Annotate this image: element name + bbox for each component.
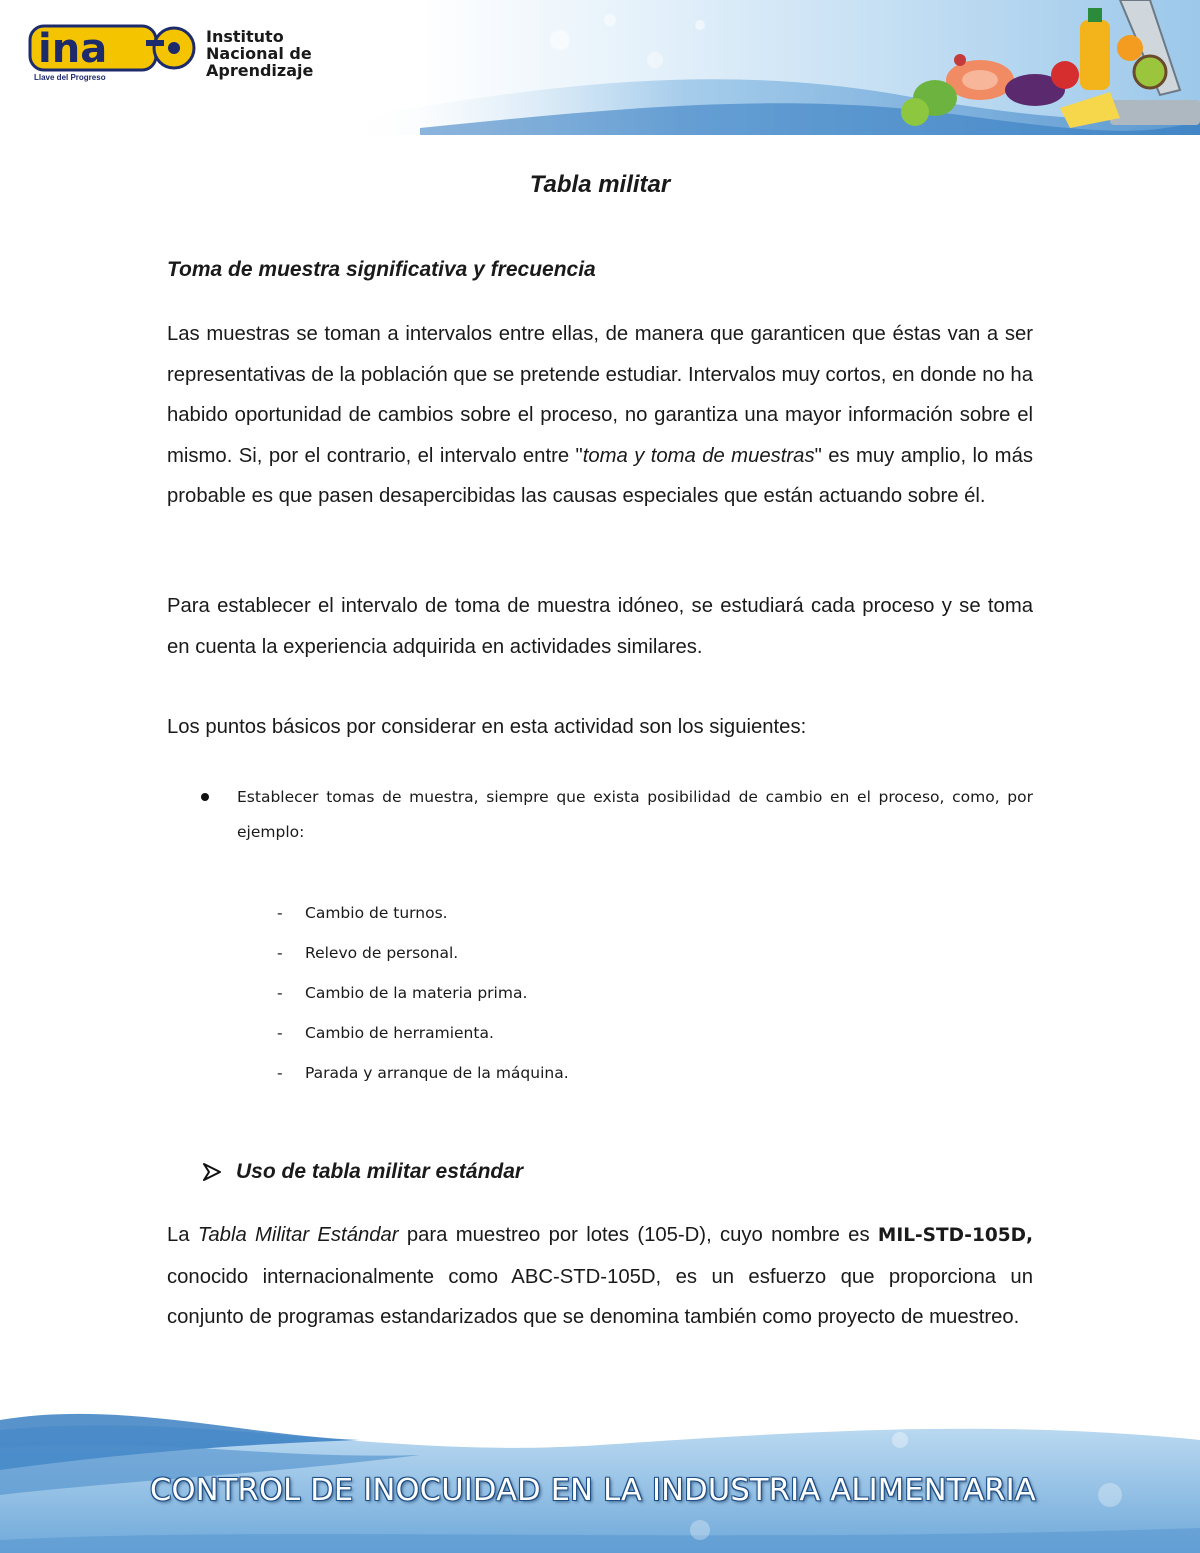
- orange-shape: [1117, 35, 1143, 61]
- page-header: [0, 0, 1200, 135]
- paragraph-bold-text: MIL-STD-105D,: [877, 1225, 1033, 1246]
- paragraph-mil-std: [167, 1215, 1033, 1338]
- list-item-text: Cambio de herramienta.: [305, 1024, 494, 1042]
- paragraph-text: conocido internacionalmente como ABC-STD-105D, es un esfuerzo que proporciona un conjunto de programas estandarizados que se denomina también como proyecto de muestreo.: [167, 1265, 1033, 1328]
- section-heading-sampling: Toma de muestra significativa y frecuencia: [167, 258, 596, 281]
- list-item-text: Relevo de personal.: [305, 944, 459, 962]
- dash-marker: -: [277, 904, 283, 922]
- list-item: [277, 893, 569, 933]
- paragraph-text: " es muy amplio, lo más probable es que pasen desapercibidas las causas especiales que están actuando sobre él.: [167, 444, 1033, 507]
- section-heading-text: Uso de tabla militar estándar: [236, 1160, 524, 1183]
- page-footer: [0, 1400, 1200, 1553]
- kiwi-shape: [1134, 56, 1166, 88]
- paragraph-sampling-intervals: [167, 314, 1033, 517]
- footer-course-title: CONTROL DE INOCUIDAD EN LA INDUSTRIA ALIMENTARIA: [150, 1473, 1036, 1508]
- dash-marker: -: [277, 1064, 283, 1082]
- logo-name-line: Aprendizaje: [206, 61, 314, 80]
- dash-marker: -: [277, 984, 283, 1002]
- change-examples-list: [277, 893, 569, 1093]
- logo-name-line: Instituto: [206, 27, 284, 46]
- bullet-item: [197, 780, 1033, 850]
- paragraph-text: para muestreo por lotes (105-D), cuyo nombre es: [398, 1224, 878, 1246]
- food-and-lab-illustration: [680, 0, 1200, 135]
- paragraph-basic-points: Los puntos básicos por considerar en esta actividad son los siguientes:: [167, 716, 807, 738]
- logo-institution-name: [206, 28, 313, 79]
- section-heading-military-table: [202, 1160, 523, 1184]
- list-item: [277, 933, 569, 973]
- dash-marker: -: [277, 1024, 283, 1042]
- list-item-text: Cambio de turnos.: [305, 904, 448, 922]
- paragraph-italic-text: toma y toma de muestras: [582, 444, 815, 467]
- paragraph-italic-text: Tabla Militar Estándar: [197, 1224, 399, 1246]
- list-item: [277, 1053, 569, 1093]
- bottle-shape: [1080, 20, 1110, 90]
- bullet-dot-icon: [201, 793, 209, 801]
- list-item-text: Cambio de la materia prima.: [305, 984, 528, 1002]
- paragraph-text: Las muestras se toman a intervalos entre ellas, de manera que garanticen que éstas van a ser representativas de la población que se pretende estudiar. Intervalos muy cortos, en donde no ha habido oportunidad de cambios sobre el proceso, no garantiza una mayor información sobre el mismo. Si, por el contrario, el intervalo entre ": [167, 323, 1033, 467]
- dash-marker: -: [277, 944, 283, 962]
- logo-mark-text: ina: [38, 26, 108, 72]
- paragraph-text: La: [167, 1224, 198, 1246]
- list-item: [277, 1013, 569, 1053]
- list-item-text: Parada y arranque de la máquina.: [305, 1064, 569, 1082]
- document-body: [167, 160, 1033, 200]
- paragraph-interval-establishment: Para establecer el intervalo de toma de muestra idóneo, se estudiará cada proceso y se toma en cuenta la experiencia adquirida en actividades similares.: [167, 595, 1033, 658]
- tomato-shape: [1051, 61, 1079, 89]
- arrow-bullet-icon: [202, 1162, 222, 1182]
- ina-logo: [28, 22, 358, 82]
- logo-slogan: Llave del Progreso: [34, 73, 106, 82]
- bullet-text: Establecer tomas de muestra, siempre que exista posibilidad de cambio en el proceso, como, por ejemplo:: [237, 788, 1033, 841]
- list-item: [277, 973, 569, 1013]
- logo-name-line: Nacional de: [206, 44, 312, 63]
- document-title: Tabla militar: [529, 171, 671, 198]
